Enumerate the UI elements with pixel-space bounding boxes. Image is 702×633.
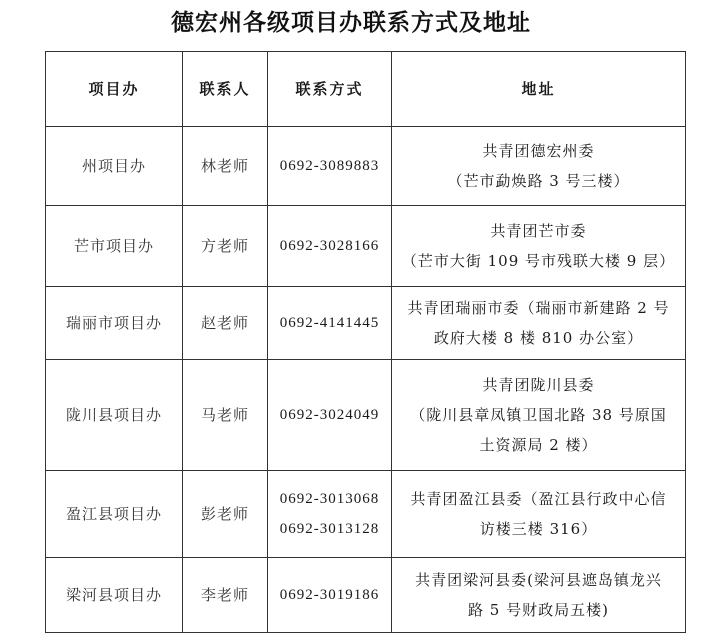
address-line: 路 5 号财政局五楼) xyxy=(468,601,609,619)
address-line: 共青团陇川县委 xyxy=(482,376,595,394)
address-line: 共青团德宏州委 xyxy=(482,142,595,160)
phone-number: 0692-3024049 xyxy=(279,407,380,423)
header-contact-method: 联系方式 xyxy=(268,52,392,127)
phone-number: 0692-4141445 xyxy=(279,315,380,331)
person-cell: 方老师 xyxy=(183,206,268,287)
address-line: 共青团芒市委 xyxy=(490,222,587,240)
phone-cell xyxy=(268,206,392,287)
person-cell: 李老师 xyxy=(183,558,268,633)
contact-table xyxy=(45,51,686,633)
office-cell: 瑞丽市项目办 xyxy=(46,287,183,360)
address-line: （芒市大街 109 号市残联大楼 9 层） xyxy=(401,252,676,270)
address-line: 政府大楼 8 楼 810 办公室） xyxy=(433,329,644,347)
office-cell: 梁河县项目办 xyxy=(46,558,183,633)
address-line: （芒市勐焕路 3 号三楼） xyxy=(447,172,630,190)
table-row xyxy=(46,287,686,360)
table-row xyxy=(46,471,686,558)
phone-cell xyxy=(268,558,392,633)
address-line: 访楼三楼 316） xyxy=(479,520,598,538)
page-title: 德宏州各级项目办联系方式及地址 xyxy=(171,10,531,36)
table-row xyxy=(46,360,686,471)
office-cell: 陇川县项目办 xyxy=(46,360,183,471)
header-contact-person: 联系人 xyxy=(183,52,268,127)
phone-number: 0692-3089883 xyxy=(279,158,380,174)
office-cell: 州项目办 xyxy=(46,127,183,206)
address-cell xyxy=(392,127,686,206)
address-cell xyxy=(392,287,686,360)
phone-cell xyxy=(268,471,392,558)
address-cell xyxy=(392,558,686,633)
person-cell: 彭老师 xyxy=(183,471,268,558)
address-line: 土资源局 2 楼） xyxy=(479,436,598,454)
address-cell xyxy=(392,206,686,287)
address-line: 共青团梁河县委(梁河县遮岛镇龙兴 xyxy=(415,571,662,589)
phone-number: 0692-3019186 xyxy=(279,587,380,603)
phone-number: 0692-3028166 xyxy=(279,238,380,254)
person-cell: 马老师 xyxy=(183,360,268,471)
table-row xyxy=(46,206,686,287)
table-row xyxy=(46,558,686,633)
table-row xyxy=(46,127,686,206)
office-cell: 盈江县项目办 xyxy=(46,471,183,558)
address-cell xyxy=(392,360,686,471)
address-line: 共青团盈江县委（盈江县行政中心信 xyxy=(410,490,667,508)
person-cell: 林老师 xyxy=(183,127,268,206)
address-line: 共青团瑞丽市委（瑞丽市新建路 2 号 xyxy=(407,299,670,317)
phone-number: 0692-3013068 xyxy=(279,491,380,507)
office-cell: 芒市项目办 xyxy=(46,206,183,287)
person-cell: 赵老师 xyxy=(183,287,268,360)
address-line: （陇川县章凤镇卫国北路 38 号原国 xyxy=(410,406,667,424)
phone-cell xyxy=(268,287,392,360)
phone-number: 0692-3013128 xyxy=(279,521,380,537)
phone-cell xyxy=(268,360,392,471)
header-office: 项目办 xyxy=(46,52,183,127)
table-header-row xyxy=(46,52,686,127)
phone-cell xyxy=(268,127,392,206)
address-cell xyxy=(392,471,686,558)
header-address: 地址 xyxy=(392,52,686,127)
